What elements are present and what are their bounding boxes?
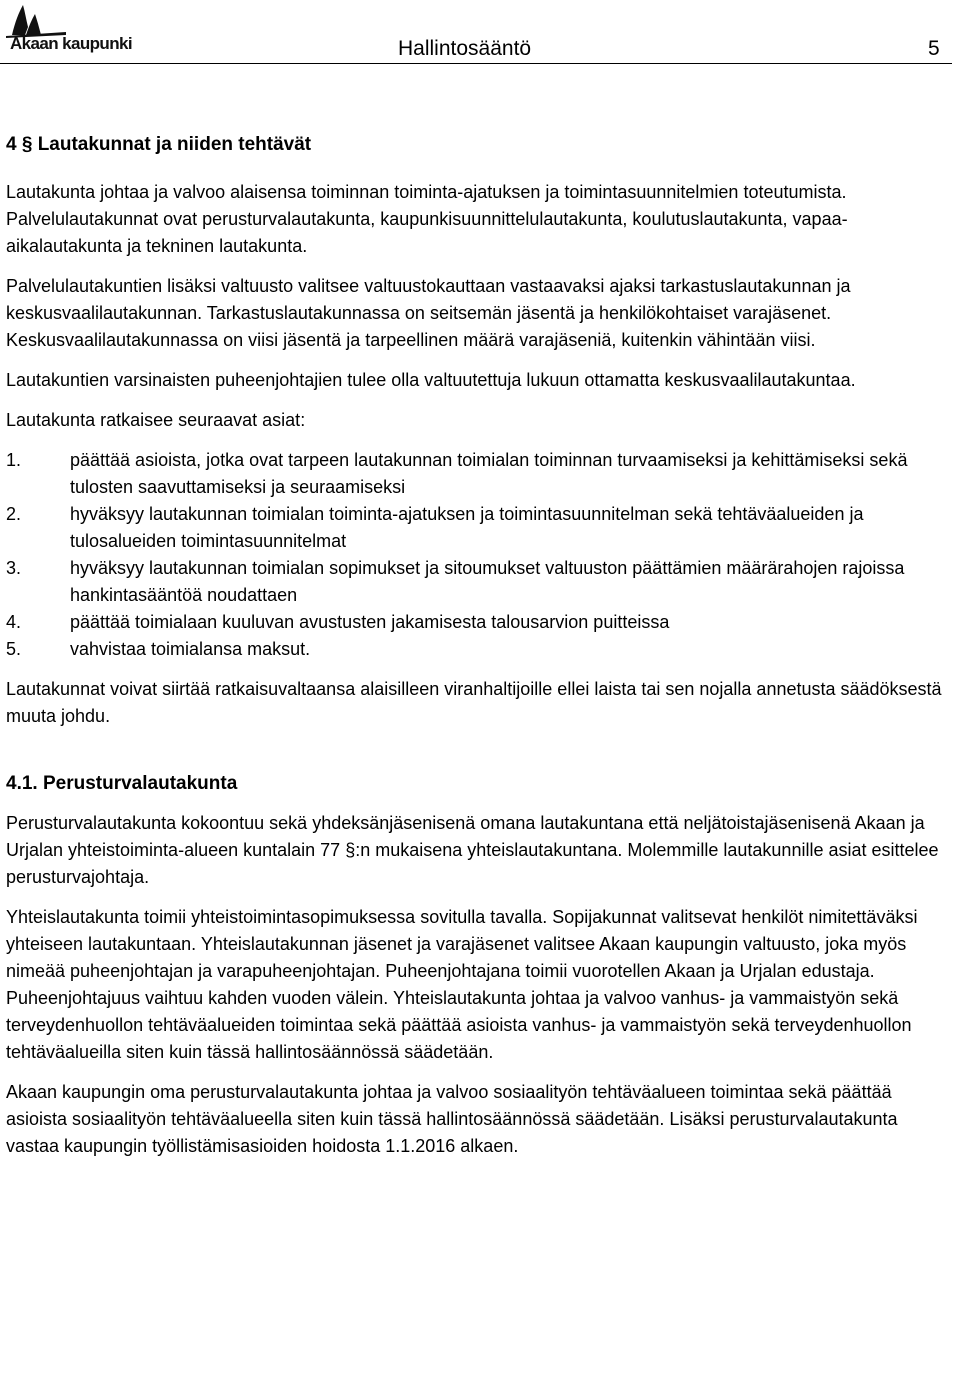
- logo-mark-icon: [6, 2, 66, 38]
- list-number: 1.: [6, 450, 22, 470]
- subsection-paragraph: Akaan kaupungin oma perusturvalautakunta johtaa ja valvoo sosiaalityön tehtäväalueen toimintaa sekä päättää asioista sosiaalityön tehtäväalueella siten kuin tässä hallintosäännössä säädetään. Lisäksi perusturvalautakunta vastaa kaupungin työllistämisasioiden hoidosta 1.1.2016 alkaen.: [6, 1082, 898, 1156]
- list-text: päättää toimialaan kuuluvan avustusten jakamisesta talousarvion puitteissa: [70, 612, 670, 632]
- section-paragraph: Lautakunnat voivat siirtää ratkaisuvaltaansa alaisilleen viranhaltijoille ellei laista tai sen nojalla annetusta säädöksestä muuta johdu.: [6, 679, 942, 726]
- logo-wordmark: Akaan kaupunki: [10, 34, 132, 53]
- section-paragraph: Lautakunta johtaa ja valvoo alaisensa toiminnan toiminta-ajatuksen ja toimintasuunnitelmien toteutumista. Palvelulautakunnat ovat perusturvalautakunta, kaupunkisuunnittelulautakunta, koulutuslautakunta, vapaa-aikalautakunta ja tekninen lautakunta.: [6, 182, 848, 256]
- document-title: Hallintosääntö: [398, 37, 532, 60]
- list-item: [6, 636, 954, 663]
- list-text: vahvistaa toimialansa maksut.: [70, 639, 311, 659]
- list-text: hyväksyy lautakunnan toimialan sopimukset ja sitoumukset valtuuston päättämien määrärahojen rajoissa hankintasääntöä noudattaen: [70, 558, 905, 605]
- list-number: 4.: [6, 612, 22, 632]
- subsection-heading: 4.1. Perusturvalautakunta: [6, 773, 238, 794]
- list-item: [6, 447, 954, 501]
- subsection-paragraph: Yhteislautakunta toimii yhteistoimintasopimuksessa sovitulla tavalla. Sopijakunnat valitsevat henkilöt nimitettäväksi yhteiseen lautakuntaan. Yhteislautakunnan jäsenet ja varajäsenet valitsee Akaan kaupungin valtuusto, joka myös nimeää puheenjohtajan ja varapuheenjohtajan. Puheenjohtajana toimii vuorotellen Akaan ja Urjalan edustaja. Puheenjohtajuus vaihtuu kahden vuoden välein. Yhteislautakunta johtaa ja valvoo vanhus- ja vammaistyön sekä terveydenhuollon tehtäväalueiden toimintaa sekä päättää asioista vanhus- ja vammaistyön sekä terveydenhuollon tehtäväalueilla siten kuin tässä hallintosäännössä säädetään.: [6, 907, 918, 1062]
- subsection-paragraph: Perusturvalautakunta kokoontuu sekä yhdeksänjäsenisenä omana lautakuntana että neljätoistajäsenisenä Akaan ja Urjalan yhteistoiminta-alueen kuntalain 77 §:n mukaisena yhteislautakuntana. Molemmille lautakunnille asiat esittelee perusturvajohtaja.: [6, 813, 939, 887]
- section-paragraph: Lautakuntien varsinaisten puheenjohtajien tulee olla valtuutettuja lukuun ottamatta keskusvaalilautakuntaa.: [6, 370, 856, 390]
- list-text: päättää asioista, jotka ovat tarpeen lautakunnan toimialan toiminnan turvaamiseksi ja kehittämiseksi sekä tulosten saavuttamiseksi ja seuraamiseksi: [70, 450, 908, 497]
- page-header: [0, 0, 960, 64]
- list-item: [6, 501, 954, 555]
- list-number: 2.: [6, 504, 22, 524]
- list-item: [6, 555, 954, 609]
- list-text: hyväksyy lautakunnan toimialan toiminta-ajatuksen ja toimintasuunnitelman sekä tehtäväalueiden ja tulosalueiden toimintasuunnitelmat: [70, 504, 864, 551]
- section-paragraph: Palvelulautakuntien lisäksi valtuusto valitsee valtuustokauttaan vastaavaksi ajaksi tarkastuslautakunnan ja keskusvaalilautakunnan. Tarkastuslautakunnassa on seitsemän jäsentä ja henkilökohtaiset varajäsenet. Keskusvaalilautakunnassa on viisi jäsentä ja tarpeellinen määrä varajäseniä, kuitenkin vähintään viisi.: [6, 276, 851, 350]
- section-paragraph: Lautakunta ratkaisee seuraavat asiat:: [6, 410, 306, 430]
- akaa-logo: [6, 2, 186, 58]
- list-item: [6, 609, 954, 636]
- header-divider: [0, 63, 952, 64]
- page-content: [6, 131, 954, 1160]
- list-number: 3.: [6, 558, 22, 578]
- section-heading: 4 § Lautakunnat ja niiden tehtävät: [6, 134, 312, 155]
- list-number: 5.: [6, 639, 22, 659]
- page-number: 5: [928, 37, 940, 60]
- duties-list: [6, 447, 954, 663]
